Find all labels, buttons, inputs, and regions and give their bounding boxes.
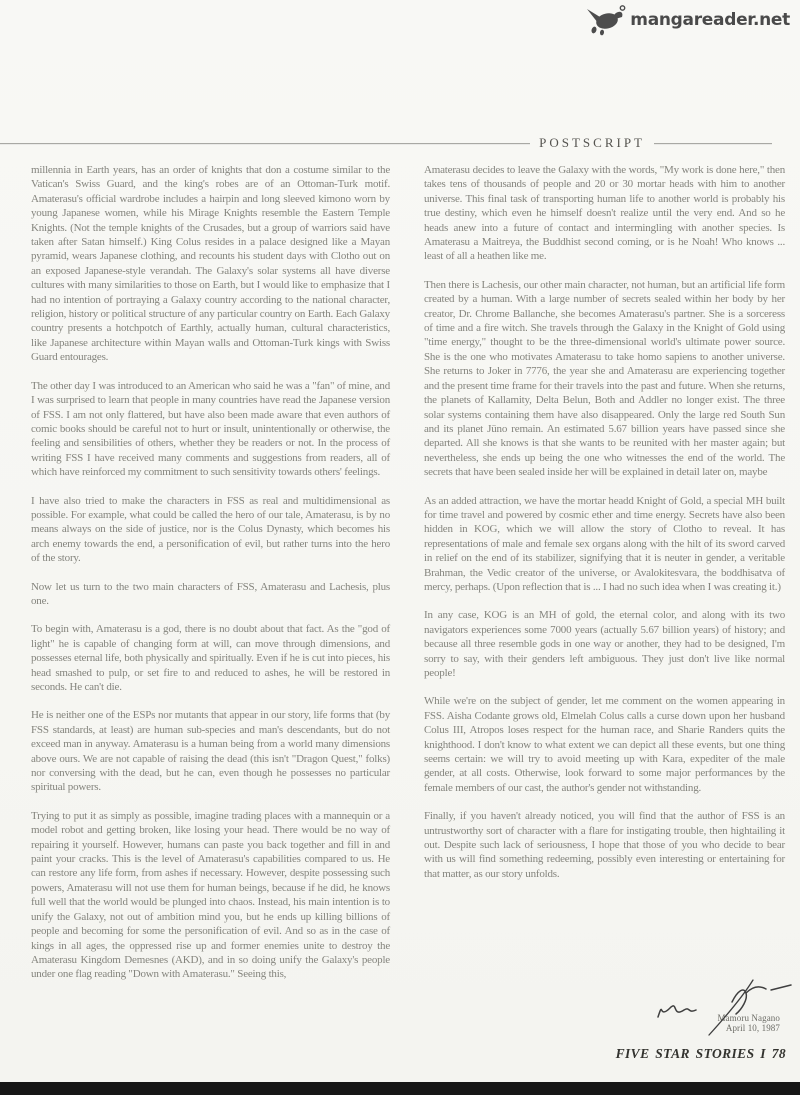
paragraph: While we're on the subject of gender, let me comment on the women appearing in FSS. Aisha Codante grows old, Elmelah Colus calls a curse down upon her husband Colus III, Atropos loses respect for the human race, and Sharie Randers quits the knighthood. I don't know to what extent we can depict all these events, but one thing seems certain: we will try to avoid meeting up with Kara, expediter of the male gender, at all costs. Otherwise, look forward to some major performances by the female members of our cast, the author's gender not withstanding. <box>424 695 785 794</box>
paragraph: millennia in Earth years, has an order of knights that don a costume similar to the Vatican's Swiss Guard, and the king's robes are of an Ottoman-Turk motif. Amaterasu's official wardrobe includes a hairpin and long sleeved kimono worn by young Japanese women, while his Mirage Knights resemble the Eastern Temple Knights. (Not the temple knights of the Crusades, but a group of warriors said have taken after Satan himself.) King Colus resides in a palace designed like a Mayan pyramid, wears Japanese clothing, and recounts his student days with Clotho out on an exposed Japanese-style verandah. The Galaxy's solar systems all have diverse cultures with many similarities to those on Earth, but I would like to emphasize that I had no intention of portraying a Galaxy country according to the national character, religion, history or political structure of any particular country on Earth. Each Galaxy country presents a hotchpotch of Earthly, actually human, cultural characteristics, like Japanese architecture within Mayan walls and Ottoman-Turk kings with Swiss Guard entourages. <box>31 164 390 364</box>
paragraph: Then there is Lachesis, our other main character, not human, but an artificial life form created by a human. With a large number of secrets sealed within her body by her creator, Dr. Chrome Ballanche, she becomes Amaterasu's partner. She is a sorceress of time and a fire witch. She travels through the Galaxy in the Knight of Gold using "time energy," thought to be the three-dimensional world's ultimate power source. She is the one who motivates Amaterasu to take homo sapiens to another universe. She returns to Joker in 7776, the year she and Amaterasu are experiencing together and the present time frame for their travels into the past and future. When she returns, the planets of Kallamity, Delta Belun, Both and Addler no longer exist. The three solar systems containing them have also disappeared. Only the large red South Sun and its planet Jüno remain. An estimated 5.67 billion years have passed since she departed. All she knows is that she wants to be reunited with her master again; but nevertheless, she ends up being the one who witnesses the end of the world. The secrets that have been sealed inside her will be explained in detail later on, maybe <box>424 278 785 479</box>
mangareader-logo[interactable] <box>585 4 790 36</box>
paragraph: Amaterasu decides to leave the Galaxy with the words, "My work is done here," then takes tens of thousands of people and 20 or 30 mortar heads with him to another universe. This final task of transporting human life to another world is probably his true destiny, which even he himself doesn't realize until the very end. And so he heads anew into a future of contact and intermingling with another species. Is Amaterasu a Maitreya, the Buddhist second coming, or is he Noah! Who knows ... least of all a heathen like me. <box>424 164 785 263</box>
divider-line-left <box>0 143 530 144</box>
right-column <box>424 163 785 895</box>
page-footer-title: FIVE STAR STORIES I 78 <box>615 1046 786 1061</box>
paragraph: As an added attraction, we have the mortar headd Knight of Gold, a special MH built for time travel and powered by cosmic ether and time energy. Secrets have also been hidden in KOG, which we will allow the story of Clotho to reveal. It has representations of male and female sex organs along with the hilt of its sword carved in relief on the end of its stabilizer, signifying that it is neuter in gender, a veritable Brahman, the Vedic creator of the universe, or Avalokitesvara, the boddhisatva of mercy, perhaps. (Upon reflection that is ... I had no such idea when I was creating it.) <box>424 494 785 593</box>
divider-line-right <box>654 143 772 144</box>
paragraph: He is neither one of the ESPs nor mutants that appear in our story, life forms that (by FSS standards, at least) are human sub-species and man's descendants, but do not exceed man in anyway. Amaterasu is a human being from a world many dimensions above ours. We are not capable of raising the dead (this isn't "Dragon Quest," folks) nor conversing with the dead, but he can, even though he possesses no particular spiritual powers. <box>31 709 390 794</box>
paragraph: Now let us turn to the two main characters of FSS, Amaterasu and Lachesis, plus one. <box>31 580 390 607</box>
signature-name: Mamoru Nagano <box>717 1013 780 1023</box>
paragraph: The other day I was introduced to an American who said he was a "fan" of mine, and I was surprised to learn that people in many countries have read the Japanese version of FSS. I am not only flattered, but have also been made aware that even authors of comic books should be careful not to hurt or insult, unintentionally or otherwise, the feeling and sensibilities of others, whether they be readers or not. In the process of writing FSS I have received many comments and suggestions from readers, all of which have reinforced my commitment to such sensitivity towards others' feelings. <box>31 379 390 479</box>
paragraph: To begin with, Amaterasu is a god, there is no doubt about that fact. As the "god of light" he is capable of changing form at will, can move through dimensions, and possesses eternal life, both physically and spiritually. Even if he is cut into pieces, his head smashed to pulp, or set fire to and reduced to ashes, he will be restored in seconds. He can't die. <box>31 623 390 693</box>
bug-mascot-icon <box>585 4 627 36</box>
postscript-divider <box>0 136 772 150</box>
paragraph: I have also tried to make the characters in FSS as real and multidimensional as possible. For example, what could be called the hero of our tale, Amaterasu, is by no means always on the side of justice, nor is the Colus Dynasty, which becomes his arch enemy towards the end, a personification of evil, but rather turns into the hero of the story. <box>31 494 390 565</box>
signature-name-block <box>640 1013 780 1033</box>
signature-date: April 10, 1987 <box>725 1023 780 1033</box>
logo-text: mangareader.net <box>630 10 790 30</box>
left-column <box>31 163 390 996</box>
paragraph: Finally, if you haven't already noticed, you will find that the author of FSS is an untrustworthy sort of character with a flare for instigating trouble, then hightailing it out. Despite such lack of seriousness, I hope that those of you who decide to bear with us will find something redeeming, possibly even interesting or entertaining for that matter, as our story unfolds. <box>424 810 785 880</box>
paragraph: Trying to put it as simply as possible, imagine trading places with a mannequin or a model robot and getting broken, like losing your head. There would be no way of repairing it yourself. However, humans can paste you back together and fill in and paint your cracks. This is the level of Amaterasu's capabilities compared to us. He can restore any life form, from ashes if necessary. However, despite possessing such powers, Amaterasu will not use them for human beings, because if he did, he knows full well that the world would be plunged into chaos. Instead, his main intention is to unify the Galaxy, not out of ambition mind you, but he ends up killing billions of people and becoming for some the personification of evil. And so as in the case of kings in all ages, the oppressed rise up and former enemies unite to destroy the Amaterasu Kingdom Demesnes (AKD), and in so doing unify the Galaxy's people under one flag reading "Down with Amaterasu." Seeing this, <box>31 809 390 981</box>
paragraph: In any case, KOG is an MH of gold, the eternal color, and along with its two navigators experiences some 7000 years (actually 5.67 billion years) of history; and because all three resemble gods in one way or another, they had to be designed, I'm sorry to say, with their genders left ambiguous. They just don't live like normal people! <box>424 609 785 679</box>
section-title: POSTSCRIPT <box>539 135 645 150</box>
page-bottom-black-bar <box>0 1082 800 1095</box>
